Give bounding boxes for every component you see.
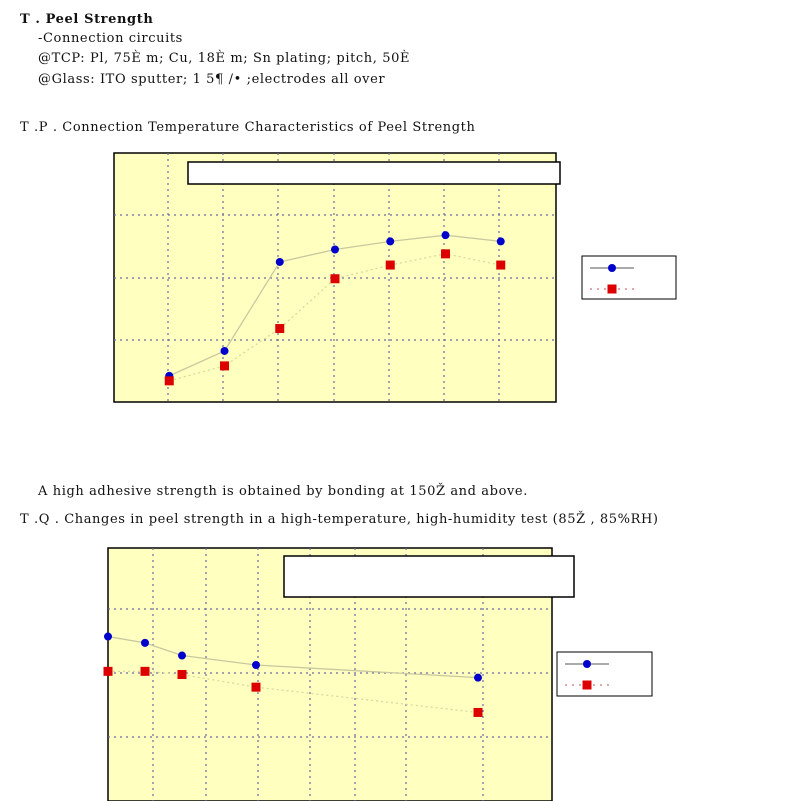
series-2-point — [441, 249, 450, 258]
tcp-spec: @TCP: Pl, 75È m; Cu, 18È m; Sn plating; pitch, 50È — [38, 51, 411, 66]
section-title: T . Peel Strength — [20, 12, 154, 27]
title-box — [284, 556, 574, 597]
series-1-point — [386, 237, 394, 245]
series-1-point — [104, 633, 112, 641]
legend-series-1-marker — [583, 660, 591, 668]
glass-spec: @Glass: ITO sputter; 1 5¶ /• ;electrodes all over — [38, 72, 386, 87]
series-1-point — [221, 347, 229, 355]
series-2-point — [331, 274, 340, 283]
series-2-point — [252, 683, 261, 692]
title-box — [188, 162, 560, 184]
series-2-point — [165, 376, 174, 385]
series-1-point — [474, 674, 482, 682]
legend — [557, 652, 652, 696]
series-2-point — [220, 361, 229, 370]
subtitle: -Connection circuits — [38, 31, 183, 46]
legend-series-2-marker — [583, 681, 592, 690]
chart2-heading: T .Q . Changes in peel strength in a high-temperature, high-humidity test (85Ž , 85%RH) — [20, 512, 659, 527]
series-2-point — [474, 708, 483, 717]
series-2-point — [386, 261, 395, 270]
series-2-point — [496, 261, 505, 270]
legend-series-1-marker — [608, 264, 616, 272]
series-1-point — [252, 661, 260, 669]
series-2-point — [275, 324, 284, 333]
series-1-point — [497, 237, 505, 245]
chart-1 — [114, 153, 676, 402]
series-1-point — [442, 231, 450, 239]
legend-series-2-marker — [608, 285, 617, 294]
series-2-point — [141, 667, 150, 676]
series-2-point — [104, 667, 113, 676]
legend — [582, 256, 676, 299]
chart1-heading: T .P . Connection Temperature Characteristics of Peel Strength — [20, 120, 476, 135]
chart-2 — [104, 548, 653, 801]
series-1-point — [331, 245, 339, 253]
series-2-point — [178, 670, 187, 679]
legend-box — [582, 256, 676, 299]
series-1-point — [178, 652, 186, 660]
series-1-point — [276, 258, 284, 266]
series-1-point — [141, 639, 149, 647]
adhesion-note: A high adhesive strength is obtained by bonding at 150Ž and above. — [38, 484, 528, 499]
legend-box — [557, 652, 652, 696]
